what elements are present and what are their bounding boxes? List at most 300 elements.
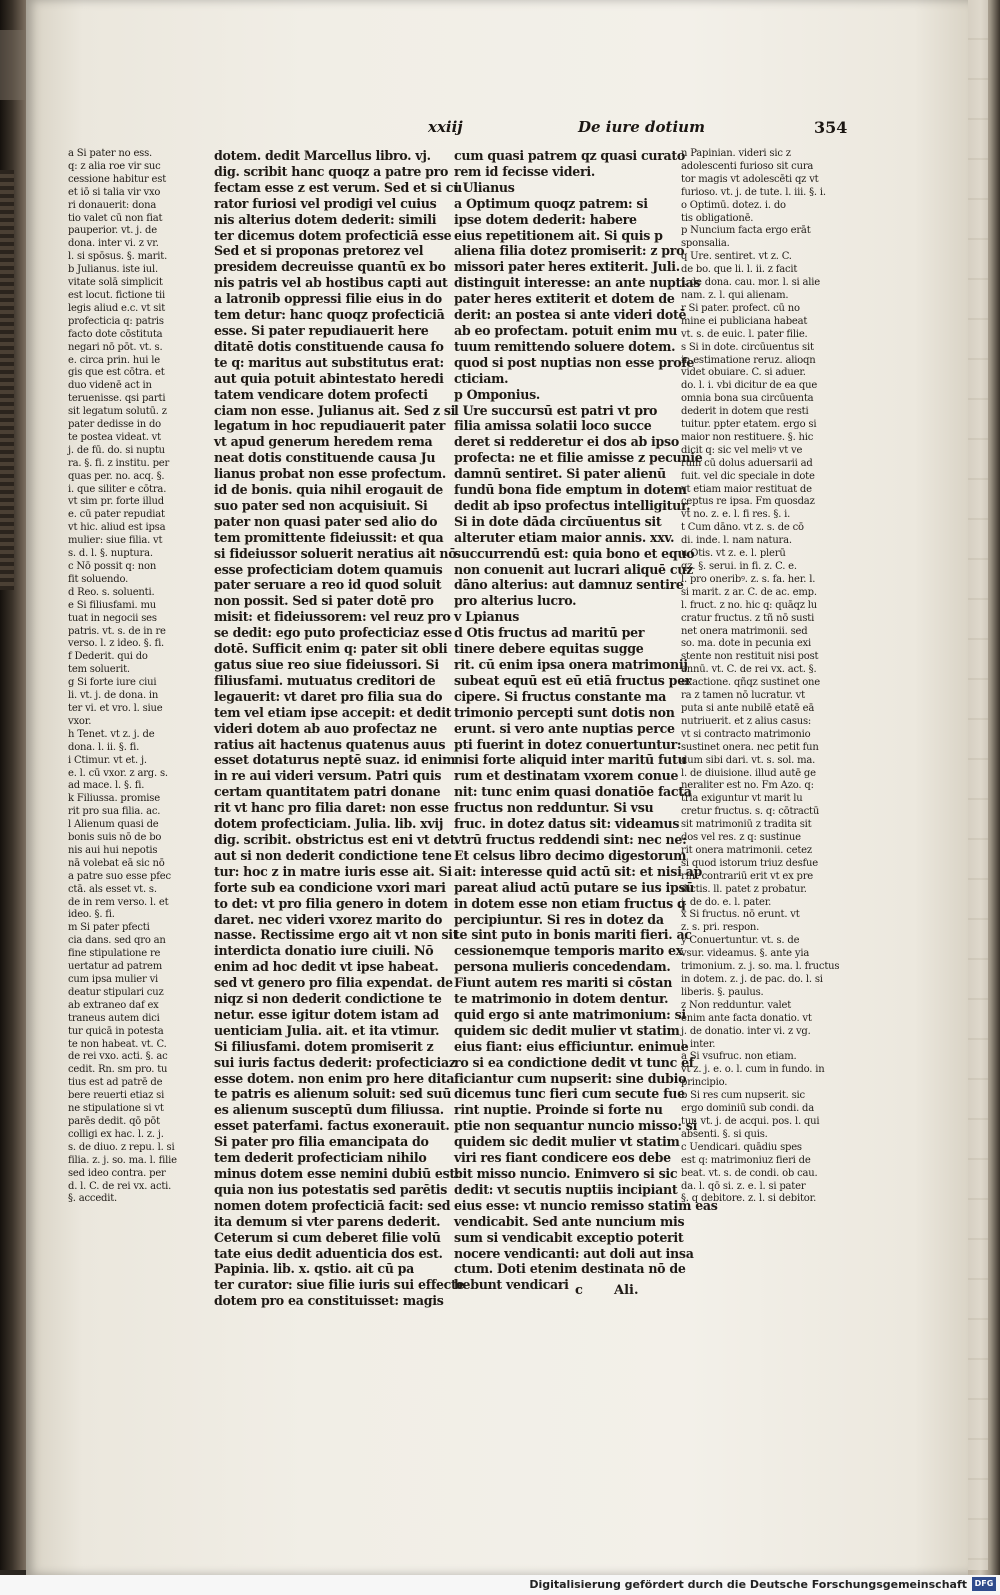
text-line: l. de diuisione. illud autē ge (681, 767, 816, 779)
text-line: niqz si non dederit condictione te (214, 991, 442, 1007)
text-line: t Cum dāno. vt z. s. de cō (681, 522, 804, 534)
text-line: te postea videat. vt (68, 431, 161, 443)
text-line: n Papinian. videri sic z (681, 148, 791, 159)
text-line: omnia bona sua circūuenta (681, 393, 814, 405)
text-line: l. pro oneribꝰ. z. s. fa. her. l. (681, 573, 816, 585)
text-line: net onera matrimonii. sed (681, 625, 808, 637)
text-line: bebunt vendicari (454, 1277, 569, 1293)
text-line: in estimatione reruz. alioqn (681, 354, 816, 366)
text-line: ab eo profectam. potuit enim mu (454, 322, 678, 338)
catchword: Ali. (614, 1283, 639, 1298)
text-line: te q: maritus aut substitutus erat: (214, 354, 444, 370)
text-line: ideo. §. fi. (68, 909, 115, 921)
text-line: si quod istorum triuz desfue (681, 857, 818, 869)
text-line: Si filiusfami. dotem promiserit z (214, 1038, 434, 1054)
text-line: eius esse: vt nuncio remisso statim eas (454, 1197, 718, 1213)
text-line: ter dicemus dotem profecticiā esse (214, 227, 452, 243)
text-line: derit: an postea si ante videri dotē (454, 307, 687, 323)
text-line: annū. vt. C. de rei vx. act. §. (681, 664, 817, 676)
text-line: p Omponius. (454, 386, 540, 402)
text-line: l Alienum quasi de (68, 819, 159, 831)
text-line: filiusfami. mutuatus creditori de (214, 672, 436, 688)
text-line: a Optimum quoqz patrem: si (454, 195, 648, 211)
text-line: tius est ad patrē de (68, 1077, 163, 1089)
text-line: esse. Si pater repudiauerit here (214, 322, 429, 338)
text-line: ipse dotem dederit: habere (454, 211, 637, 227)
text-line: e. l. cū vxor. z arg. s. (68, 767, 168, 779)
facing-page-edge (0, 170, 14, 590)
text-line: pater seruare a reo id quod soluit (214, 577, 442, 593)
text-line: Fiunt autem res mariti si cōstan (454, 975, 673, 991)
text-line: ita demum si vter parens dederit. (214, 1213, 441, 1229)
text-line: te matrimonio in dotem dentur. (454, 991, 669, 1007)
text-line: furioso. vt. j. de tute. l. iii. §. i. (681, 186, 826, 198)
text-line: neraliter est no. Fm Azo. q: (681, 780, 814, 792)
text-line: stente non restituit nisi post (681, 651, 819, 663)
text-line: filia. z. j. so. ma. l. filie (68, 1154, 177, 1166)
text-line: deatur stipulari cuz (68, 986, 164, 998)
text-line: vt. s. de euic. l. pater filie. (681, 328, 808, 340)
text-line: sponsalia. (681, 238, 730, 250)
text-line: dictis. ll. patet z probatur. (681, 883, 807, 895)
text-line: vt si contracto matrimonio (681, 728, 811, 740)
text-line: p Nuncium facta ergo erāt (681, 225, 811, 237)
text-line: sed vt genero pro filia expendat. de (214, 975, 453, 991)
text-line: esset paterfami. factus exonerauit. (214, 1118, 450, 1134)
text-line: Et celsus libro decimo digestorum (454, 847, 687, 863)
text-line: qz. §. serui. in fi. z. C. e. (681, 561, 797, 572)
text-line: tuum remittendo soluere dotem. (454, 338, 676, 354)
text-line: maior non restituere. §. hic (681, 431, 814, 443)
text-line: rit pro sua filia. ac. (68, 806, 161, 818)
text-line: d. l. C. de rei vx. acti. (68, 1180, 172, 1192)
text-line: tur: hoc z in matre iuris esse ait. Si (214, 863, 452, 879)
text-line: adolescenti furioso sit cura (681, 160, 814, 172)
text-line: principio. (681, 1077, 728, 1089)
text-line: tate eius dedit aduenticia dos est. (214, 1245, 443, 1261)
text-line: o Optimū. dotez. i. do (681, 199, 786, 211)
text-line: cia dans. sed qro an (68, 935, 166, 947)
text-line: a patre suo esse pfec (68, 870, 171, 882)
text-line: §. q debitore. z. l. si debitor. (681, 1193, 817, 1205)
text-line: esset dotaturus neptē suaz. id enim (214, 752, 456, 768)
text-line: ro si ea condictione dedit vt tunc ef (454, 1054, 694, 1070)
text-line: minus dotem esse nemini dubiū est: (214, 1166, 460, 1181)
text-line: legauerit: vt daret pro filia sua do (214, 688, 443, 704)
text-line: dotem pro ea constituisset: magis (214, 1293, 444, 1309)
text-line: bere reuerti etiaz si (68, 1090, 165, 1102)
text-line: profecticia q: patris (68, 315, 164, 327)
text-line: nomen dotem profecticiā facit: sed (214, 1197, 451, 1213)
text-line: l. inter. (681, 1038, 716, 1050)
text-line: dederit in dotem que resti (681, 406, 809, 418)
text-line: e. circa prin. hui le (68, 354, 160, 366)
text-line: negari nō pōt. vt. s. (68, 341, 163, 353)
text-line: exactione. qñqz sustinet one (681, 677, 821, 689)
text-line: ait: interesse quid actū sit: et nisi ap (454, 863, 703, 879)
text-line: quidem sic dedit mulier vt statim (454, 1134, 680, 1150)
text-line: quas per. no. acq. §. (68, 470, 165, 482)
text-line: tur quicā in potesta (68, 1025, 164, 1037)
text-line: dig. scribit. obstrictus est eni vt det (214, 831, 456, 847)
text-line: j. de dona. cau. mor. l. si alie (681, 277, 820, 289)
text-line: forte sub ea condicione vxori mari (214, 879, 446, 895)
text-line: ra. §. fi. z institu. per (68, 457, 170, 469)
text-line: fine stipulatione re (68, 948, 161, 960)
text-line: esse dotem. non enim pro here dita (214, 1070, 455, 1086)
text-line: de in rem verso. l. et (68, 896, 169, 908)
text-line: sui iuris factus dederit: profecticiaz (214, 1054, 456, 1070)
text-line: bonis suis nō de bo (68, 832, 162, 844)
text-line: rit. cū enim ipsa onera matrimonij (454, 657, 688, 672)
text-line: tem detur: hanc quoqz profecticiā (214, 307, 445, 323)
text-line: filia amissa solatii loco succe (454, 418, 652, 434)
text-line: ctā. als esset vt. s. (68, 883, 157, 895)
text-line: vtrū fructus reddendi sint: nec ne: (454, 831, 687, 847)
text-line: daret. nec videri vxorez marito do (214, 911, 443, 927)
text-line: nit: tunc enim quasi donatiōe facta (454, 784, 692, 800)
text-line: ter vi. et vro. l. siue (68, 702, 163, 714)
text-line: est locut. fictione tii (68, 289, 165, 301)
text-line: tatem vendicare dotem profecti (214, 386, 428, 402)
text-line: rint nuptie. Proinde si forte nu (454, 1102, 663, 1118)
text-line: gatus siue reo siue fideiussori. Si (214, 657, 439, 672)
text-line: nasse. Rectissime ergo ait vt non sit (214, 927, 459, 943)
text-line: subeat equū est eū etiā fructus per (454, 672, 692, 688)
text-line: dotem profecticiam. Julia. lib. xvij (214, 816, 444, 832)
text-line: pater non quasi pater sed alio do (214, 513, 438, 529)
text-line: m Si pater pfecti (68, 922, 150, 934)
text-line: nam. z. l. qui alienam. (681, 289, 789, 301)
text-line: netur. esse igitur dotem istam ad (214, 1006, 439, 1022)
text-line: j. de fū. do. si nuptu (68, 444, 165, 456)
text-line: id de bonis. quia nihil erogauit de (214, 482, 443, 498)
text-line: presidem decreuisse quantū ex bo (214, 259, 446, 275)
text-line: z Non redduntur. valet (681, 999, 792, 1011)
folio-number: xxiij (428, 118, 463, 136)
text-line: vt etiam maior restituat de (681, 483, 812, 495)
text-line: non possit. Sed si pater dotē pro (214, 593, 434, 609)
text-line: rint contrariū erit vt ex pre (681, 870, 814, 882)
text-line: tio valet cū non fiat (68, 212, 163, 224)
text-line: b Julianus. iste iul. (68, 264, 159, 276)
text-line: vendicabit. Sed ante nuncium mis (454, 1213, 685, 1229)
text-line: persona mulieris concedendam. (454, 959, 671, 975)
text-line: tem promittente fideiussit: et qua (214, 529, 444, 545)
text-line: traneus autem dici (68, 1012, 160, 1024)
text-line: mulier: siue filia. vt (68, 535, 163, 547)
text-line: suo pater sed non acquisiuit. Si (214, 497, 428, 513)
text-line: distinguit interesse: an ante nuptias (454, 275, 701, 291)
text-line: non conuenit aut lucrari aliquē cuz (454, 561, 693, 577)
text-line: sit matrimoniū z tradita sit (681, 819, 812, 831)
text-line: pareat aliud actū putare se ius ipsū (454, 879, 695, 895)
text-line: li. vt. j. de dona. in (68, 690, 159, 702)
text-line: Sed et si proponas pretorez vel (214, 243, 424, 259)
text-line: dona. inter vi. z vr. (68, 238, 159, 250)
text-line: trimonium. z. j. so. ma. l. fructus (681, 961, 840, 973)
text-line: esse profecticiam dotem quamuis (214, 561, 443, 577)
text-line: tem vel etiam ipse accepit: et dedit (214, 704, 452, 720)
text-line: fundū bona fide emptum in dotem (454, 482, 687, 498)
text-line: ceptus re ipsa. Fm quosdaz (681, 496, 815, 508)
text-line: in dotem esse non etiam fructus q (454, 895, 686, 911)
text-line: x Si fructus. nō erunt. vt (681, 909, 800, 921)
text-line: viri res fiant condicere eos debe (454, 1150, 671, 1166)
text-line: es alienum susceptū dum filiussa. (214, 1102, 444, 1118)
text-line: te patris es alienum soluit: sed suū (214, 1086, 452, 1102)
text-line: sed ideo contra. per (68, 1167, 166, 1179)
text-line: Si in dote dāda circūuentus sit (454, 513, 662, 529)
text-line: l. si spōsus. §. marit. (68, 251, 168, 263)
text-line: te non habeat. vt. C. (68, 1038, 167, 1050)
text-line: tuat in negocii ses (68, 612, 157, 624)
text-line: a Si vsufruc. non etiam. (681, 1051, 797, 1063)
text-line: lianus probat non esse profectum. (214, 466, 446, 482)
text-line: fectam esse z est verum. Sed et si cu (214, 179, 462, 195)
text-line: u Otis. vt z. e. l. plerū (681, 548, 786, 560)
text-line: dos vel res. z q: sustinue (681, 832, 801, 844)
text-line: se dedit: ego puto profecticiaz esse (214, 625, 453, 641)
text-line: rit vt hanc pro filia daret: non esse (214, 800, 449, 816)
text-line: dotem. dedit Marcellus libro. vj. (214, 148, 431, 163)
text-line: gis que est cōtra. et (68, 367, 165, 379)
text-line: z. s. pri. respon. (681, 922, 760, 934)
text-line: rit onera matrimonii. cetez (681, 844, 812, 856)
text-line: cedit. Rn. sm pro. tu (68, 1064, 168, 1076)
text-line: pater heres extiterit et dotem de (454, 291, 675, 307)
text-line: §. accedit. (68, 1193, 118, 1205)
text-line: cum ipsa mulier vi (68, 974, 159, 985)
text-line: pti fuerint in dotez conuertuntur: (454, 736, 682, 752)
text-line: erunt. si vero ante nuptias perce (454, 720, 675, 736)
text-line: neat dotis constituende causa Ju (214, 450, 436, 466)
text-line: nis alterius dotem dederit: simili (214, 211, 437, 227)
text-line: duo videnē act in (68, 380, 152, 392)
text-line: s. d. l. §. nuptura. (68, 548, 153, 560)
text-line: s. de diuo. z repu. l. si (68, 1141, 175, 1153)
text-line: vt apud generum heredem rema (214, 434, 433, 450)
text-line: so. ma. dote in pecunia exi (681, 638, 811, 650)
text-line: v Lpianus (454, 609, 520, 625)
text-line: in dotem. z. j. de pac. do. l. si (681, 974, 823, 985)
text-line: ditatē dotis constituende causa fo (214, 338, 444, 354)
text-line: ptie non sequantur nuncio misso: si (454, 1118, 698, 1134)
text-line: rator furiosi vel prodigi vel cuius (214, 195, 437, 211)
text-line: l Ure succursū est patri vt pro (454, 402, 658, 418)
text-line: legatum in hoc repudiauerit pater (214, 418, 446, 434)
text-line: do. l. i. vbi dicitur de ea que (681, 380, 818, 392)
text-line: cum quasi patrem qz quasi curato (454, 148, 686, 163)
text-line: dotē. Sufficit enim q: pater sit obli (214, 641, 448, 657)
text-line: ab extraneo daf ex (68, 999, 159, 1011)
text-line: alteruter etiam maior annis. xxv. (454, 529, 675, 545)
text-line: pauperior. vt. j. de (68, 225, 157, 237)
text-line: g Si forte iure ciui (68, 677, 157, 689)
text-line: tem dederit profecticiam nihilo (214, 1150, 427, 1166)
text-line: quid ergo si ante matrimonium: si (454, 1006, 686, 1022)
text-line: profecta: ne et filie amisse z pecunie (454, 450, 703, 466)
text-line: ratius ait hactenus quatenus auus (214, 736, 446, 752)
text-line: dona. l. ii. §. fi. (68, 741, 140, 753)
text-line: pro alterius lucro. (454, 593, 577, 609)
text-line: videt obuiare. C. si aduer. (681, 367, 806, 379)
gloss-column-right (681, 148, 839, 1206)
text-line: trimonio percepti sunt dotis non (454, 704, 675, 720)
text-line: fit soluendo. (68, 573, 129, 585)
text-line: enim ante facta donatio. vt (681, 1012, 812, 1024)
text-line: nā volebat eā sic nō (68, 857, 165, 869)
text-line: si fideiussor soluerit neratius ait nō (214, 545, 457, 561)
text-line: q Ure. sentiret. vt z. C. (681, 251, 792, 263)
text-line: sustinet onera. nec petit fun (681, 741, 819, 753)
main-text-column-left (214, 148, 464, 1309)
text-line: rem id fecisse videri. (454, 163, 595, 179)
text-line: q: z alia roe vir suc (68, 160, 161, 172)
gloss-column-left (68, 148, 177, 1206)
text-line: l. fruct. z no. hic q: quāqz lu (681, 599, 818, 611)
text-line: misit: et fideiussorem: vel reuz pro (214, 609, 451, 625)
text-line: rum et destinatam vxorem conue (454, 768, 679, 784)
text-line: e. cū pater repudiat (68, 509, 165, 521)
text-line: nis patris vel ab hostibus capti aut (214, 275, 448, 291)
text-line: interdicta donatio iure ciuili. Nō (214, 943, 434, 959)
text-line: di. inde. l. nam natura. (681, 535, 792, 547)
text-line: Ceterum si cum deberet filie volū (214, 1229, 441, 1245)
funding-credit: Digitalisierung gefördert durch die Deutsche Forschungsgemeinschaft (529, 1578, 967, 1591)
page-edge-ruler (968, 0, 988, 1570)
text-line: to det: vt pro filia genero in dotem (214, 895, 448, 911)
text-line: y Conuertuntur. vt. s. de (681, 935, 800, 947)
text-line: facto dote cōstituta (68, 328, 163, 340)
text-line: eius repetitionem ait. Si quis p (454, 227, 663, 243)
text-line: nisi forte aliquid inter maritū futu (454, 752, 687, 768)
text-line: vxor. (68, 715, 92, 727)
text-line: b Si res cum nupserit. sic (681, 1090, 805, 1102)
text-line: vsur. videamus. §. ante yia (681, 948, 810, 960)
text-line: quod si post nuptias non esse profe (454, 354, 695, 370)
text-line: vt hic. aliud est ipsa (68, 522, 166, 534)
text-line: tor magis vt adolescēti qz vt (681, 173, 819, 185)
text-line: a Si pater no ess. (68, 148, 153, 159)
text-line: dedit ab ipso profectus intelligitur. (454, 497, 691, 513)
text-line: ficiantur cum nupserit: sine dubio (454, 1070, 687, 1086)
text-line: liberis. §. paulus. (681, 986, 764, 998)
text-line: s Si in dote. circūuentus sit (681, 341, 814, 353)
text-line: videri dotem ab auo profectaz ne (214, 720, 437, 736)
text-line: parēs dedit. qō pōt (68, 1115, 160, 1127)
text-line: i Ulianus (454, 179, 515, 195)
text-line: verso. l. z ideo. §. fi. (68, 638, 165, 650)
running-title: De iure dotium (578, 118, 705, 136)
text-line: fruc. in dotez datus sit: videamus (454, 816, 680, 832)
text-line: ra z tamen nō lucratur. vt (681, 690, 805, 702)
text-line: d Reo. s. soluenti. (68, 586, 155, 598)
text-line: cticiam. (454, 370, 509, 386)
text-line: nocere vendicanti: aut doli aut insa (454, 1245, 694, 1261)
text-line: ad mace. l. §. fi. (68, 780, 145, 792)
text-line: tria exiguntur vt marit lu (681, 793, 803, 805)
text-line: nutriuerit. et z alius casus: (681, 715, 812, 727)
text-line: et iō si talia vir vxo (68, 186, 161, 198)
text-line: ne stipulatione si vt (68, 1103, 164, 1115)
text-line: j. de donatio. inter vi. z vg. (681, 1025, 811, 1037)
text-line: in re aui videri versum. Patri quis (214, 768, 442, 784)
text-line: mine ei publiciana habeat (681, 315, 808, 327)
text-line: colligi ex hac. l. z. j. (68, 1128, 164, 1140)
text-line: ergo dominiū sub condi. da (681, 1103, 814, 1115)
text-line: d Otis fructus ad maritū per (454, 625, 645, 641)
text-line: quia non ius potestatis sed parētis (214, 1181, 448, 1197)
text-line: dedit: vt secutis nuptiis incipiant (454, 1181, 678, 1197)
text-line: a latronib oppressi filie eius in do (214, 291, 442, 307)
text-line: aut quia potuit abintestato heredi (214, 370, 444, 386)
text-line: da. l. qō si. z. e. l. si pater (681, 1180, 806, 1192)
signature-mark: c (575, 1283, 583, 1298)
text-line: ctum. Doti etenim destinata nō de (454, 1261, 686, 1277)
text-line: i. que siliter e cōtra. (68, 483, 167, 495)
text-line: cessione habitur est (68, 173, 167, 185)
main-text-column-right (454, 148, 718, 1293)
text-line: aliena filia dotez promiserit: z pro (454, 243, 685, 259)
dfg-logo: DFG (972, 1577, 996, 1591)
text-line: enim ad hoc dedit vt ipse habeat. (214, 959, 439, 975)
text-line: de bo. que li. l. ii. z facit (681, 264, 798, 276)
text-line: de rei vxo. acti. §. ac (68, 1051, 168, 1063)
text-line: beat. vt. s. de condi. ob cau. (681, 1167, 818, 1179)
text-line: dig. scribit hanc quoqz a patre pro (214, 163, 449, 179)
text-line: cipere. Si fructus constante ma (454, 688, 667, 704)
text-line: tis obligationē. (681, 212, 754, 224)
text-line: percipiuntur. Si res in dotez da (454, 911, 664, 927)
text-line: ciam non esse. Julianus ait. Sed z si (214, 402, 456, 418)
text-line: bit misso nuncio. Enimvero si sic (454, 1166, 678, 1181)
text-line: f Dederit. qui do (68, 651, 148, 663)
text-line: fuit. vel dic speciale in dote (681, 470, 815, 482)
text-line: damnū sentiret. Si pater alienū (454, 466, 666, 482)
text-line: uertatur ad patrem (68, 961, 163, 973)
text-line: k Filiussa. promise (68, 793, 160, 805)
text-line: c Nō possit q: non (68, 561, 157, 572)
text-line: vt z. j. e. o. l. cum in fundo. in (681, 1064, 825, 1076)
text-line: legis aliud e.c. vt sit (68, 302, 166, 314)
text-line: r Si pater. profect. cū no (681, 302, 800, 314)
text-line: vt no. z. e. l. fi res. §. i. (681, 509, 791, 521)
text-line: nis aui hui nepotis (68, 844, 158, 856)
text-line: j. de do. e. l. pater. (681, 896, 772, 908)
text-line: si marit. z ar. C. de ac. emp. (681, 586, 817, 598)
text-line: tinere debere equitas sugge (454, 641, 644, 657)
text-line: i Ctimur. vt et. j. (68, 754, 147, 766)
text-line: vt sim pr. forte illud (68, 496, 164, 508)
text-line: ri donauerit: dona (68, 199, 157, 211)
text-line: dicemus tunc fieri cum secute fue (454, 1086, 685, 1102)
text-line: patris. vt. s. de in re (68, 625, 166, 637)
text-line: quidem sic dedit mulier vt statim (454, 1022, 680, 1038)
text-line: teruenisse. qsi parti (68, 393, 166, 405)
text-line: fructus non redduntur. Si vsu (454, 800, 654, 816)
text-line: sum si vendicabit exceptio poterit (454, 1229, 684, 1245)
page-number: 354 (814, 118, 848, 137)
text-line: cretur fructus. s. q: cōtractū (681, 806, 820, 818)
text-line: cessionemque temporis marito ex (454, 943, 683, 959)
text-line: pater dedisse in do (68, 419, 161, 431)
text-line: absenti. §. si quis. (681, 1128, 768, 1140)
text-line: dicit q: sic vel meliꝰ vt ve (681, 444, 803, 456)
text-line: tur. vt. j. de acqui. pos. l. qui (681, 1115, 820, 1127)
text-line: puta si ante nubilē etatē eā (681, 702, 815, 714)
text-line: succurrendū est: quia bono et equo (454, 545, 695, 561)
